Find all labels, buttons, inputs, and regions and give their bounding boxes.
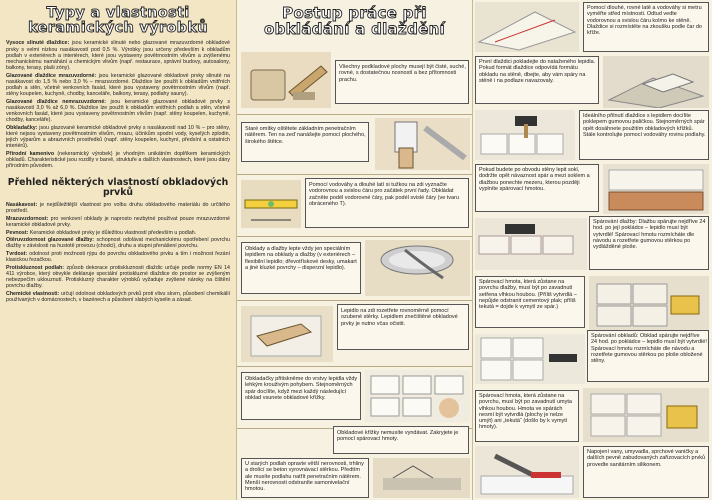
types-list xyxy=(6,40,230,169)
property-paragraph xyxy=(6,216,230,228)
divider xyxy=(237,300,472,301)
property-text: je nejdůležitější vlastnost pro volbu druhu obkladového materiálu do určitého prostředí. xyxy=(6,202,230,215)
step-text: Všechny podkladové plochy musejí být čisté, suché, rovné, s dostatečnou nosností a bez přítomnosti prachu. xyxy=(339,64,466,83)
skirting-illustration xyxy=(603,164,709,214)
property-term: Tvrdost: xyxy=(6,251,28,258)
sponge-wall-illustration xyxy=(583,388,709,442)
procedure-column-1 xyxy=(236,0,473,500)
sponge-floor-illustration xyxy=(589,276,709,330)
brush-illustration xyxy=(375,118,470,170)
step-text: Pomocí dlouhé, rovné latě a vodováhy si metru vyměřte střed místnosti. Odtud vedte vodorovnou a svislou čáru kolmo ke stěně. Dlaždice si rozmístěte na zkoušku podle čar do kříže. xyxy=(587,5,702,37)
type-paragraph xyxy=(6,125,230,150)
property-paragraph xyxy=(6,251,230,263)
step-text: Spárování obkladů: Obklad spárujte nejdříve 24 hod. po pokládce – lepidlo musí být vytvrdlé! Spárovací hmotu rozmícháte dle návodu a rozetřete gumovou stěrkou po ploše obložené stěny. xyxy=(591,333,707,365)
wall-prep-illustration xyxy=(241,52,331,108)
step-text: Obkladové křížky nemusíte vyndávat. Zakryjete je pomocí spárovací hmoty. xyxy=(337,430,459,443)
grouting-wall-illustration xyxy=(475,334,585,384)
step-text: Spárovací hmota, která zůstane na povrchu, musí být po zavadnutí umyta vlhkou houbou. Hmota ve spárách nesmí být vytvrdlá (plochy je nelze umýt) ani „tekutá“ (došlo by k vymytí hmoty). xyxy=(479,393,572,431)
step-text: Spárování dlažby: Dlažbu spárujte nejdříve 24 hod. po její pokládce – lepidlo musí být vytvrdlé! Spárovací hmotu rozmícháte dle návodu a rozetřete gumovou stěrkou po vydlážděné ploše. xyxy=(593,219,706,251)
property-text: schopnost odolávat mechanickému opotřebení povrchu dlažby v závislosti na hustotě provozu (chodci), druhu a stupni přenášení povrchu. xyxy=(6,237,230,250)
type-term: Přírodní kamenivo xyxy=(6,151,55,158)
property-text: určují odolnost obkladových prvků proti vlivu skvrn, působení chemikálií používaných v domácnostech, v bazénech a působení slabých kyselin a zásad. xyxy=(6,291,230,304)
properties-subtitle: Přehled některých vlastností obkladových prvků xyxy=(7,176,229,198)
type-paragraph xyxy=(6,151,230,169)
property-paragraph xyxy=(6,230,230,236)
property-text: pro venkovní obklady je naprosto nezbytné použivat pouze mrazuvzdorné keramické obkladové prvky. xyxy=(6,215,230,228)
first-tile-illustration xyxy=(603,56,709,108)
type-text: (nekeramický výrobek) je vhodným unikátním doplňkem keramických obkladů. Charakteristické jsou rozdíly v barvě, struktuře a dalších vlastnostech, které jsou dány přírodním původem. xyxy=(6,151,231,170)
divider xyxy=(237,174,472,175)
property-term: Pevnost: xyxy=(6,229,29,236)
property-paragraph xyxy=(6,291,230,303)
step-text: Lepidlo na zdi rozetřete rovnoměrně pomocí ozubené stěrky. Lepidlem znečištěné obkladové prvky je nutno včas očistit. xyxy=(341,308,458,327)
type-term: Glazované dlaždice nemrazuvzdorné: xyxy=(6,98,107,105)
type-text: jsou keramické slinuté nebo glazované mrazuvzdorné obkladové prvky s velmi nízkou nasákavostí pod 0,5 %. Výrobky jsou určeny především k obkladům podlah v exteriérech a interiérech, které jsou vystaveny povětrnostním vlivům a zvýšenému mechanickému namáhání a chemickým vlivům (např. restaurace, správní budovy, autosalony, balkony, terasy, plaši zóny). xyxy=(6,40,230,72)
floor-level-illustration xyxy=(373,458,470,498)
mallet-illustration xyxy=(475,110,575,160)
silicone-illustration xyxy=(475,446,579,498)
procedure-title: Postup práce při obkládání a dlaždění xyxy=(264,4,445,38)
types-column xyxy=(0,0,236,500)
step-text: Pomocí vodováhy a dlouhé latí si tužkou na zdi vyznačte vodorovnou a svislou čáru pro začátek první řady. Obkládat začněte podél vodorovné čáry, pak podél svislé čáry (ve tvaru obráceného T). xyxy=(309,182,460,207)
type-term: Glazované dlaždice mrazuvzdorné: xyxy=(6,72,97,79)
tile-press-illustration xyxy=(365,370,470,422)
grouting-floor-illustration xyxy=(475,218,587,270)
step-text: Spárovací hmota, která zůstane na povrchu dlažby, musí být po zavadnutí setřena vlhkou houbou. (Příliš vytvrdlá – nepůjde odstranit cementový plak; příliš tekutá = dojde k vymytí ze spár.) xyxy=(479,279,577,311)
step-text: Staré omítky oštětete základním penetračním nátěrem. Ten na zeď nanášejte pomocí plochého, širokého štětce. xyxy=(245,126,366,145)
adhesive-bucket-illustration xyxy=(365,240,470,296)
property-term: Nasákavost: xyxy=(6,202,38,208)
type-paragraph xyxy=(6,73,230,98)
property-term: Otěruvzdornost glazované dlažby: xyxy=(6,237,95,244)
level-illustration xyxy=(241,180,301,228)
property-term: Chemické vlastnosti: xyxy=(6,291,60,298)
step-text: Napojení vany, umyvadla, sprchové vaničky a dalších pevně zabudovaných zařizovacích prvků provedte sanitárním silikonem. xyxy=(587,449,706,468)
property-paragraph xyxy=(6,265,230,290)
property-text: odolnost proti možnosti rýpu do povrchu obkladového prvku a tím i možnost řezání klasickou řezačkou. xyxy=(6,251,230,264)
type-paragraph xyxy=(6,40,230,71)
step-text: Ideálního přilnutí dlaždice s lepidlem docílíte poklepem gumovou paličkou. Stejnoměrných spár opět dosáhnete použitím obkladových křížků. Stále kontrolujte pomocí vodováhy rovinu podlahy. xyxy=(583,113,706,138)
property-text: způsob dekorace protiskluznosti dlaždic určuje podle normy EN 14 411 výrobce, který obvykle deklaruje speciální protiskluzné dlaždice do prostor se zvýšeným nebezpečím uklouznutí. Protiskluzný charakter výrobků vyžaduje zvýšené nároky na čištění povrchu dlažby. xyxy=(6,264,230,290)
type-term: Obkladačky: xyxy=(6,124,38,131)
property-text: Keramické obkladové prvky je důležitou vlastností především u podlah. xyxy=(28,229,197,236)
properties-list xyxy=(6,202,230,303)
step-text: První dlaždici pokladejte do nataženého lepidla. Pokud formát dlaždice odpovídá formátu obkladu na stěně, dbejte, aby vám spáry na stěně i na podlaze navazovaly. xyxy=(479,59,596,84)
step-text: Obkladačky přitiskněme do vrstvy lepidla vždy lehkým krouživým pohybem. Stejnoměrných spár docílíte, když mezi každý následující obklad vsunete obkladové křížky. xyxy=(245,376,358,401)
floor-measure-illustration xyxy=(475,2,579,52)
type-text: jsou keramické glazované obkladové prvky s nasákavostí 3,0 % až 6,0 %. Dlaždice lze použít k obkladům vnitřních podlah a stěn, včetně venkovních fasád, které jsou vystaveny povětrnostním vlivům (např. stěny koupelen, kuchyně, chodby, kanceláře). xyxy=(6,98,230,124)
divider xyxy=(237,114,472,115)
crosses-illustration xyxy=(241,434,321,448)
step-text: Obklady a dlažby lepte vždy jen speciálním lepidlem na obklady a dlažby (v exteriérech – flexibilní lepidlo; dřevotřískové desky, umakart a jiné kluzké povrchy – disperzní lepidlo). xyxy=(245,246,357,271)
type-text: jsou glazované keramické obkladové prvky s nasákavostí nad 10 % – pro stěny, které nejsou vystaveny povětrnostním vlivům, mrazu, účinkům spodní vody, kyselých zplodin, jejich výparům a abrazivních prostředků (např. stěny koupelen, kuchyní, předsíní a ostatních interiérů). xyxy=(6,124,230,150)
divider xyxy=(237,236,472,237)
trowel-illustration xyxy=(241,306,333,362)
property-paragraph xyxy=(6,237,230,249)
property-paragraph xyxy=(6,202,230,214)
type-term: Vysoce slinuté dlaždice: xyxy=(6,40,70,47)
type-text: jsou keramické glazované obkladové prvky slinuté na nasákavost do 1,5 % nebo 3,0 % – mrazuvzdorné. Dlaždice lze použít k obkladům vnitřních podlah a stěn, včetně venkovních fasád, které jsou vystaveny povětrnostním vlivům (např. stěny koupelen, kuchyně, chodby, kanceláře, balkony, terasy, podlahy sauny). xyxy=(6,72,231,98)
property-term: Mrazuvzdornost: xyxy=(6,215,49,222)
step-text: Pokud budete po obvodu stěny lepit sokl, dodržte opět návaznost spár a mezi soklem a dlažbou ponechte mezeru, kterou později vyplníte spárovací hmotou. xyxy=(479,167,590,192)
types-title: Typy a vlastnosti keramických výrobků xyxy=(28,5,208,37)
step-text: U starých podlah opravte větší nerovnosti, trhliny a drolící se beton vyrovnávací stěrkou. Předtím ale musíte podlahu natřít penetračním nátěrem. Menší nerovnosti odstraníte samonivelační hmotou. xyxy=(245,461,364,493)
procedure-column-2 xyxy=(473,0,712,500)
divider xyxy=(237,366,472,367)
type-paragraph xyxy=(6,99,230,124)
property-term: Protiskluznost podlah: xyxy=(6,264,65,271)
